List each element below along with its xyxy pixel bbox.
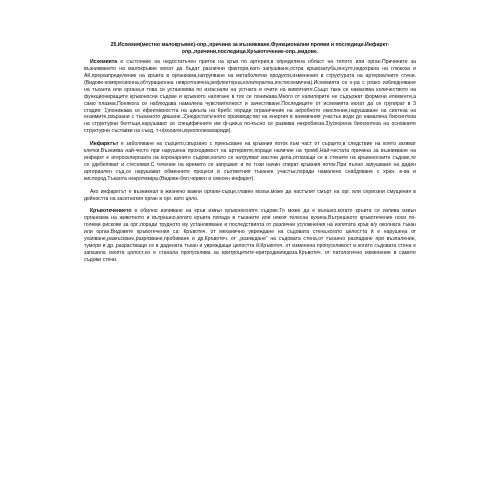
paragraph-text: е заболяване на сърцето,свързано с прекъсване на кръвния поток към част от сърцето,в следствие на което загиват клетки.Възниква най-често при нарушена проходимост на артериите,поради наличие на тромб.Най-честата причина за възникване на инфаркт е атеросклерозата на коронарните съдове,когато се натрупват мастни депа,отлагащи се в стените на кръвоносните съдове,те се удебеляват и стесняват.С течение на времето се запушват и по този начин спират кръвния поток.При пълно запушване на даден артериален съд,се нарушават обменните процеси в съответния тъканен участък,поради намалено снабдяване с хран. в-ва и кислород.Тъканта некротизира.(Видове-бял,червен и смесен инфаркт).: [84, 141, 416, 182]
document-title: 25.Исхемия(местно малокръвие)-опр.,причина за възникване.Функционални прояви и последици.Инфаркт-опр.,причини,последици.Кръвотечение-опр.,видове.: [110, 42, 390, 55]
paragraph-text: Ако инфарктът е възникнал в жизнено важни органи-сърце,главен мозък,може да настъпит смърт на орг. или сериозни смущения в дейността на засегнатия орган и орг. като цяло.: [84, 188, 416, 202]
paragraph-infarct-consequences: [84, 189, 416, 203]
paragraph-bleeding: [84, 208, 416, 263]
term-infarct: Инфарктът: [90, 141, 119, 148]
paragraph-ischemia: [84, 59, 416, 135]
document-body: [84, 42, 416, 270]
term-bleeding: Кръвотечението: [90, 208, 132, 215]
paragraph-infarct: [84, 141, 416, 182]
paragraph-text: е състояние на недостатъчен приток на кръв по артерия,в определена област на тялото или орган.Причините за възникването на малокръвие могат да бъдат различни фактори,като запушване,остра кръвозагуба,инсулт,недохрана на глюкоза и АК,преразпределение на кръвта в организма,натрупване на метаболитни продукти,изменения в структурата на артериалните стени.(Видове-компресионна,обтурационна невротонична,рефлекторна,колатерална,постисхемична).Исхемията се х-ра с рязко избледняване на тъканта или органа,и това се установява по изгаснали на устната и очите на животните.Също така се намалява количеството на функциониращите кръвоносни съдове и кръвното налягане в тях се понижава.Много от капилярите не съдържат формени елементи,а само плазма.Понякога се наблюдава намалена чувствителност и зачестяване.Последиците от исхемията могат да се групират в 3 стадия: 1)понижава се ефективността на цикъла на Кребс поради ограничение на аеробното окисление,нарушаване на синтеза на ензимите,свързани с тъканното дишане..2)недостатъчното производство на енергия в анемичния участък води до намалена биосинтеза на структурни белтъци,нарушават се специфичните им ф-ции,а по-късно се развива некробиоза.3)ускорена биосинтеза на основните структурни съставки на съед. т-н(колаген,мукополизахариди).: [84, 59, 416, 135]
term-ischemia: Исхемията: [90, 59, 118, 66]
paragraph-text: е обилно изливане на кръв извън кръвоносните съдове.То може да е външно,когато кръвта се излива извън организма на животното и вътрешно,когато кръвта попада в тъканите или някоя телесна кухина.Вътрешното кръвотечение носи по-големи рискове за орг.,поради трудното му установяване и последствията от различни усложнения на излятата кръв в/у околната тъкан или орган.Видовете кръвотечения са: Кръвотеч. от механично увреждане на съдовата стена,когато целостта й е нарушена от ухапване,разкъсване,разрязване,пробиване и др.Кръвотеч. от „разяждане“ на съдовата стена,от тъканно разпадане при възпаление, тумори и др.,разрастващи се в дадената тъкан и увреждащи целостта й.Кръвотеч. от изменена пропускливост и когато съдовата стена е запазила своята цялост,но е станала пропусклива за еритроцитите-еритродиапедеза.Кръвотеч. от патологично изменение в самите съдови стени.: [84, 208, 416, 263]
